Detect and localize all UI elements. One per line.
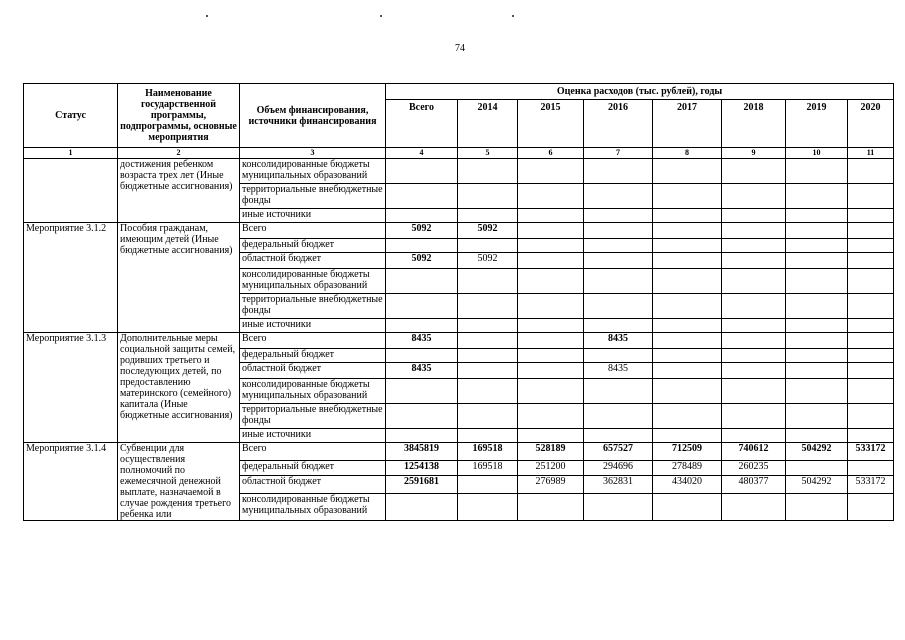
amount-cell: 276989: [518, 475, 584, 493]
amount-cell: [848, 319, 894, 333]
amount-cell: 260235: [722, 460, 786, 475]
amount-cell: [518, 429, 584, 443]
amount-cell: [584, 429, 653, 443]
header-total: Всего: [386, 100, 458, 148]
header-year: 2020: [848, 100, 894, 148]
budget-table: [23, 83, 894, 521]
amount-cell: [518, 349, 584, 363]
amount-cell: [786, 333, 848, 349]
amount-cell: [386, 379, 458, 404]
amount-cell: [584, 404, 653, 429]
funding-source: федеральный бюджет: [240, 239, 386, 253]
funding-source: консолидированные бюджеты муниципальных образований: [240, 379, 386, 404]
funding-source: областной бюджет: [240, 363, 386, 379]
header-year: 2014: [458, 100, 518, 148]
amount-cell: [584, 349, 653, 363]
amount-cell: 5092: [386, 223, 458, 239]
scan-speck: [380, 15, 382, 17]
amount-cell: [848, 379, 894, 404]
amount-cell: [518, 184, 584, 209]
funding-source: консолидированные бюджеты муниципальных образований: [240, 269, 386, 294]
amount-cell: [653, 319, 722, 333]
funding-source: федеральный бюджет: [240, 349, 386, 363]
funding-source: Всего: [240, 333, 386, 349]
amount-cell: [848, 429, 894, 443]
table-row: [24, 223, 894, 239]
amount-cell: [584, 184, 653, 209]
header-year: 2015: [518, 100, 584, 148]
header-year: 2017: [653, 100, 722, 148]
amount-cell: [386, 319, 458, 333]
amount-cell: [848, 159, 894, 184]
amount-cell: [848, 209, 894, 223]
amount-cell: [722, 349, 786, 363]
amount-cell: 3845819: [386, 443, 458, 461]
scan-speck: [206, 15, 208, 17]
amount-cell: 5092: [458, 223, 518, 239]
measure-status: Мероприятие 3.1.2: [24, 223, 118, 333]
amount-cell: [584, 379, 653, 404]
amount-cell: [848, 294, 894, 319]
amount-cell: [584, 253, 653, 269]
column-index-row: [24, 148, 894, 159]
amount-cell: [722, 294, 786, 319]
amount-cell: 504292: [786, 475, 848, 493]
amount-cell: [386, 294, 458, 319]
amount-cell: [786, 349, 848, 363]
amount-cell: [518, 239, 584, 253]
funding-source: Всего: [240, 223, 386, 239]
amount-cell: [518, 379, 584, 404]
funding-source: иные источники: [240, 319, 386, 333]
amount-cell: [786, 404, 848, 429]
amount-cell: [786, 294, 848, 319]
amount-cell: [786, 253, 848, 269]
amount-cell: [848, 404, 894, 429]
amount-cell: [584, 269, 653, 294]
amount-cell: [653, 253, 722, 269]
amount-cell: [722, 404, 786, 429]
table-header: [24, 84, 894, 148]
amount-cell: [458, 404, 518, 429]
column-index: 3: [240, 148, 386, 159]
measure-status: Мероприятие 3.1.4: [24, 443, 118, 521]
amount-cell: [518, 269, 584, 294]
amount-cell: [722, 333, 786, 349]
amount-cell: [386, 493, 458, 521]
amount-cell: [653, 269, 722, 294]
header-year: 2018: [722, 100, 786, 148]
amount-cell: [786, 269, 848, 294]
amount-cell: [584, 159, 653, 184]
amount-cell: [518, 493, 584, 521]
amount-cell: [653, 294, 722, 319]
column-index: 2: [118, 148, 240, 159]
amount-cell: 434020: [653, 475, 722, 493]
page-number: 74: [455, 43, 465, 54]
amount-cell: [386, 349, 458, 363]
amount-cell: [458, 319, 518, 333]
amount-cell: [458, 493, 518, 521]
amount-cell: [848, 333, 894, 349]
column-index: 7: [584, 148, 653, 159]
amount-cell: 294696: [584, 460, 653, 475]
amount-cell: [653, 404, 722, 429]
amount-cell: 533172: [848, 475, 894, 493]
funding-source: консолидированные бюджеты муниципальных образований: [240, 159, 386, 184]
amount-cell: [722, 363, 786, 379]
table-body: [24, 148, 894, 521]
amount-cell: [518, 209, 584, 223]
amount-cell: [518, 404, 584, 429]
amount-cell: [653, 363, 722, 379]
amount-cell: [458, 294, 518, 319]
column-index: 8: [653, 148, 722, 159]
funding-source: территориальные внебюджетные фонды: [240, 294, 386, 319]
amount-cell: [386, 184, 458, 209]
funding-source: областной бюджет: [240, 475, 386, 493]
column-index: 11: [848, 148, 894, 159]
amount-cell: [653, 209, 722, 223]
amount-cell: [722, 209, 786, 223]
amount-cell: [458, 159, 518, 184]
amount-cell: [848, 253, 894, 269]
amount-cell: [786, 363, 848, 379]
column-index: 4: [386, 148, 458, 159]
amount-cell: 480377: [722, 475, 786, 493]
amount-cell: [848, 223, 894, 239]
amount-cell: [786, 460, 848, 475]
amount-cell: [653, 159, 722, 184]
amount-cell: 657527: [584, 443, 653, 461]
funding-source: Всего: [240, 443, 386, 461]
funding-source: иные источники: [240, 429, 386, 443]
amount-cell: [722, 319, 786, 333]
amount-cell: [653, 223, 722, 239]
amount-cell: [518, 333, 584, 349]
amount-cell: 8435: [584, 363, 653, 379]
header-status: Статус: [24, 84, 118, 148]
amount-cell: 504292: [786, 443, 848, 461]
amount-cell: [518, 294, 584, 319]
funding-source: федеральный бюджет: [240, 460, 386, 475]
amount-cell: [786, 184, 848, 209]
amount-cell: [722, 493, 786, 521]
amount-cell: 5092: [386, 253, 458, 269]
amount-cell: [458, 475, 518, 493]
amount-cell: [653, 239, 722, 253]
amount-cell: 8435: [386, 363, 458, 379]
amount-cell: [458, 379, 518, 404]
funding-source: областной бюджет: [240, 253, 386, 269]
measure-status: Мероприятие 3.1.3: [24, 333, 118, 443]
amount-cell: [584, 294, 653, 319]
amount-cell: [722, 269, 786, 294]
amount-cell: [786, 379, 848, 404]
header-name: Наименование государственной программы, подпрограммы, основные мероприятия: [118, 84, 240, 148]
amount-cell: [722, 184, 786, 209]
amount-cell: 8435: [584, 333, 653, 349]
table-row: [24, 443, 894, 461]
amount-cell: [848, 269, 894, 294]
table-row: [24, 333, 894, 349]
amount-cell: [848, 184, 894, 209]
amount-cell: [518, 253, 584, 269]
table-row: [24, 159, 894, 184]
amount-cell: [458, 333, 518, 349]
amount-cell: 533172: [848, 443, 894, 461]
amount-cell: [584, 223, 653, 239]
column-index: 6: [518, 148, 584, 159]
column-index: 9: [722, 148, 786, 159]
column-index: 1: [24, 148, 118, 159]
funding-source: территориальные внебюджетные фонды: [240, 404, 386, 429]
amount-cell: [722, 223, 786, 239]
amount-cell: [722, 379, 786, 404]
amount-cell: [848, 493, 894, 521]
amount-cell: [848, 363, 894, 379]
amount-cell: [458, 184, 518, 209]
column-index: 5: [458, 148, 518, 159]
amount-cell: 251200: [518, 460, 584, 475]
amount-cell: [386, 269, 458, 294]
amount-cell: [653, 493, 722, 521]
amount-cell: [722, 159, 786, 184]
amount-cell: [386, 239, 458, 253]
amount-cell: [722, 253, 786, 269]
amount-cell: [458, 429, 518, 443]
amount-cell: [584, 239, 653, 253]
amount-cell: [653, 379, 722, 404]
funding-source: консолидированные бюджеты муниципальных образований: [240, 493, 386, 521]
amount-cell: [386, 429, 458, 443]
amount-cell: [786, 493, 848, 521]
amount-cell: [653, 429, 722, 443]
amount-cell: [584, 319, 653, 333]
amount-cell: [386, 209, 458, 223]
funding-source: территориальные внебюджетные фонды: [240, 184, 386, 209]
header-estimate: Оценка расходов (тыс. рублей), годы: [386, 84, 894, 100]
amount-cell: 278489: [653, 460, 722, 475]
measure-name: Субвенции для осуществления полномочий по ежемесячной денежной выплате, назначаемой в случае рождения третьего ребенка или: [118, 443, 240, 521]
amount-cell: [848, 349, 894, 363]
amount-cell: [458, 363, 518, 379]
amount-cell: [786, 239, 848, 253]
amount-cell: 1254138: [386, 460, 458, 475]
amount-cell: 169518: [458, 443, 518, 461]
amount-cell: [518, 319, 584, 333]
amount-cell: 8435: [386, 333, 458, 349]
amount-cell: [786, 159, 848, 184]
measure-status: [24, 159, 118, 223]
header-year: 2016: [584, 100, 653, 148]
amount-cell: [458, 239, 518, 253]
amount-cell: 169518: [458, 460, 518, 475]
amount-cell: [786, 209, 848, 223]
amount-cell: 712509: [653, 443, 722, 461]
amount-cell: [458, 269, 518, 294]
amount-cell: [458, 209, 518, 223]
amount-cell: [386, 404, 458, 429]
amount-cell: [518, 363, 584, 379]
amount-cell: [848, 239, 894, 253]
amount-cell: 2591681: [386, 475, 458, 493]
amount-cell: [722, 429, 786, 443]
amount-cell: [786, 223, 848, 239]
amount-cell: [786, 429, 848, 443]
amount-cell: [518, 223, 584, 239]
amount-cell: [653, 349, 722, 363]
amount-cell: 362831: [584, 475, 653, 493]
header-volume: Объем финансирования, источники финансирования: [240, 84, 386, 148]
amount-cell: [722, 239, 786, 253]
amount-cell: [584, 493, 653, 521]
header-year: 2019: [786, 100, 848, 148]
amount-cell: [653, 333, 722, 349]
amount-cell: [518, 159, 584, 184]
amount-cell: [584, 209, 653, 223]
measure-name: достижения ребенком возраста трех лет (Иные бюджетные ассигнования): [118, 159, 240, 223]
amount-cell: 528189: [518, 443, 584, 461]
amount-cell: 5092: [458, 253, 518, 269]
measure-name: Дополнительные меры социальной защиты семей, родивших третьего и последующих детей, по предоставлению материнского (семейного) капитала (Иные бюджетные ассигнования): [118, 333, 240, 443]
amount-cell: 740612: [722, 443, 786, 461]
measure-name: Пособия гражданам, имеющим детей (Иные бюджетные ассигнования): [118, 223, 240, 333]
amount-cell: [848, 460, 894, 475]
amount-cell: [786, 319, 848, 333]
column-index: 10: [786, 148, 848, 159]
funding-source: иные источники: [240, 209, 386, 223]
amount-cell: [653, 184, 722, 209]
amount-cell: [458, 349, 518, 363]
scan-speck: [512, 15, 514, 17]
amount-cell: [386, 159, 458, 184]
